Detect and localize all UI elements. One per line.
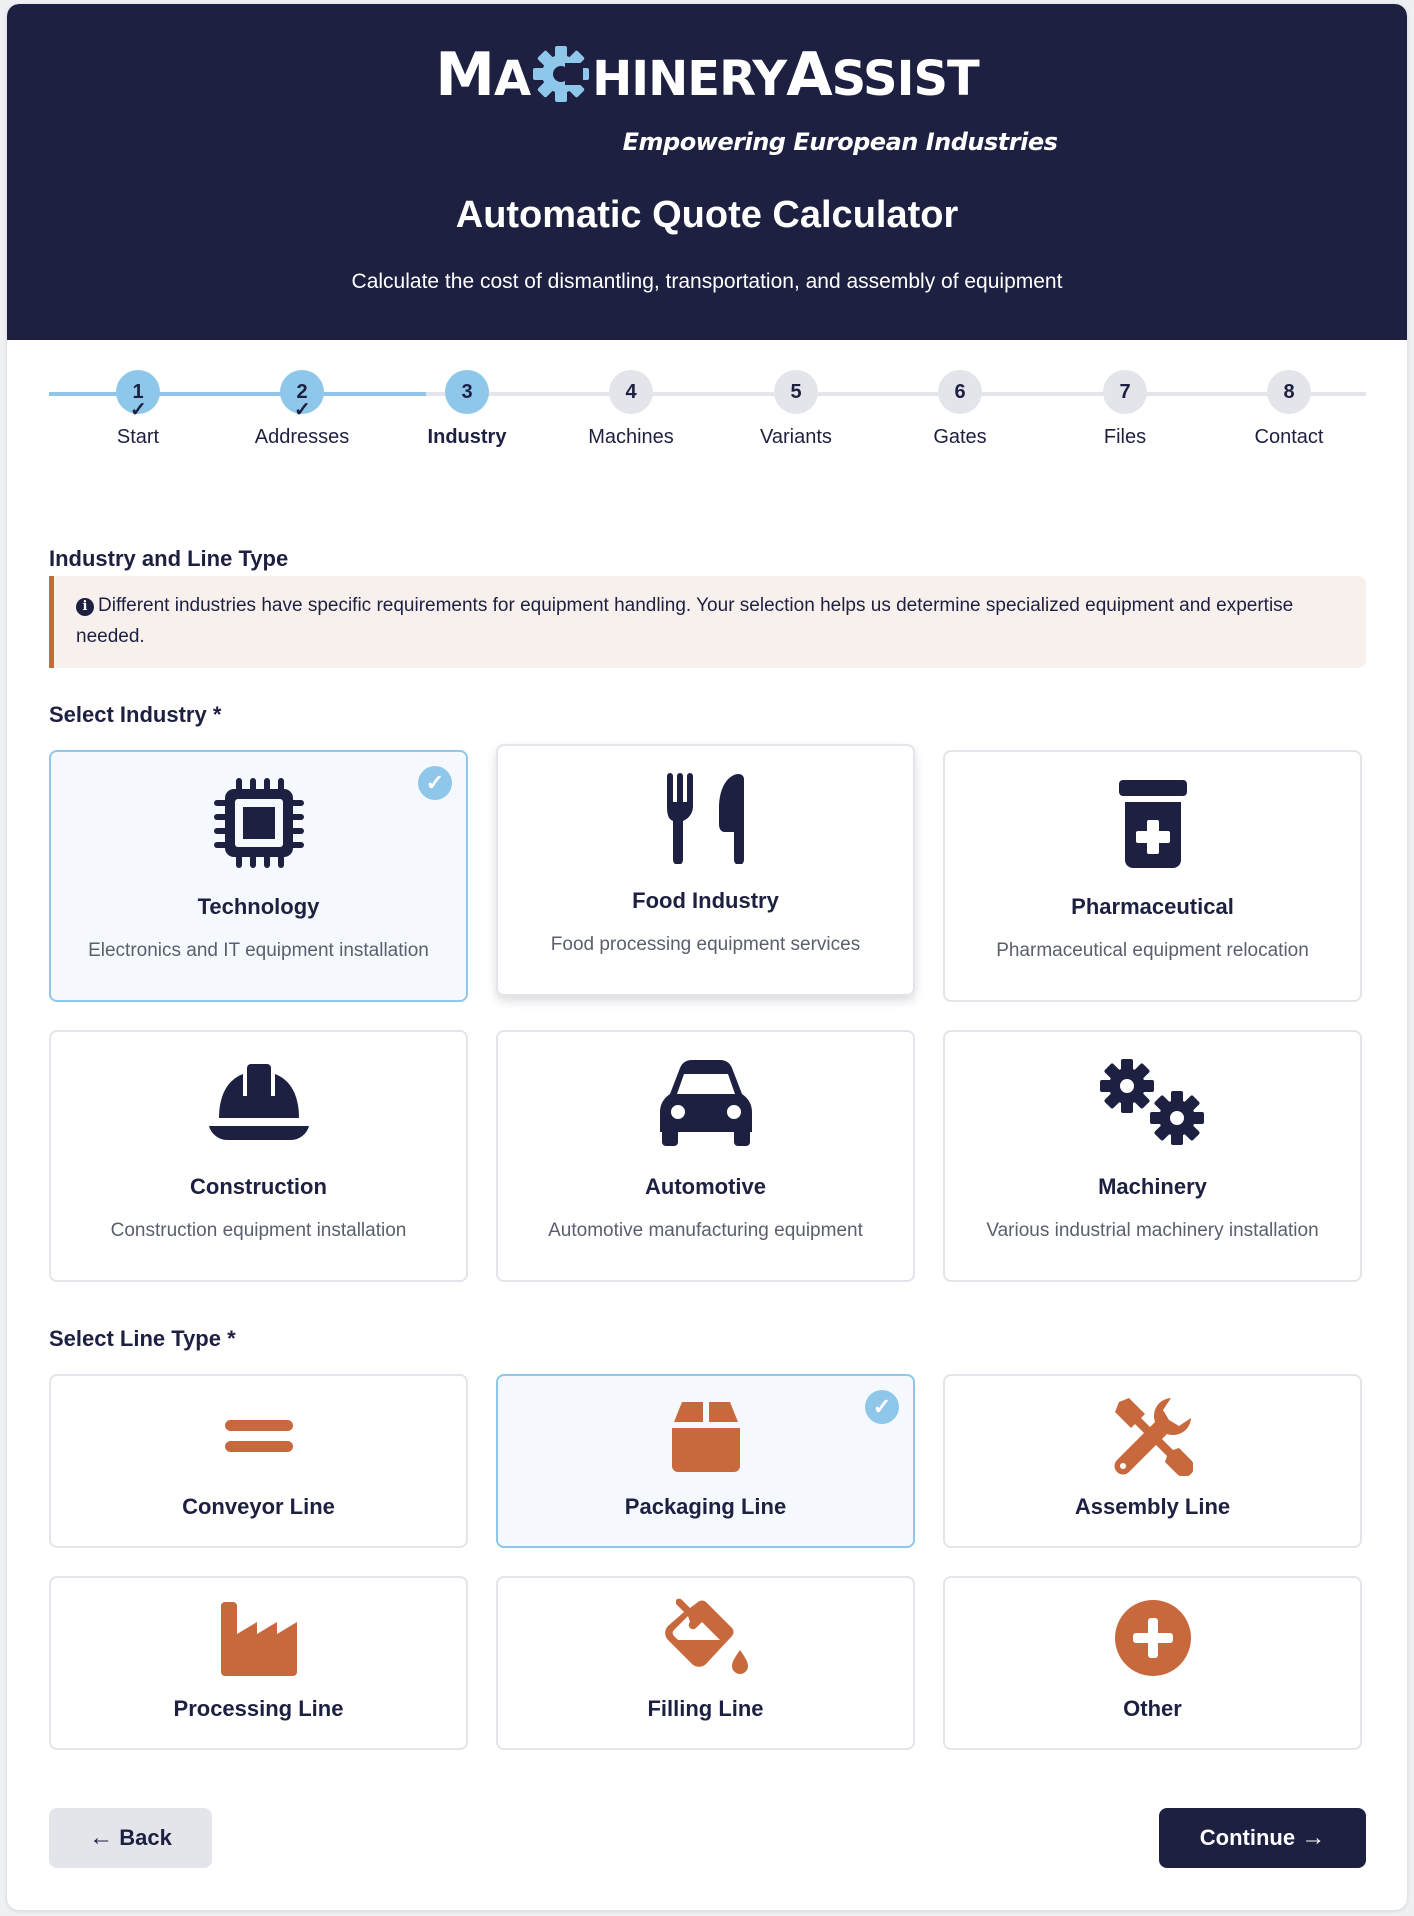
step-number: 7 <box>1103 370 1147 414</box>
step-gates[interactable] <box>890 370 1030 449</box>
step-label: Machines <box>588 426 674 448</box>
option-name: Conveyor Line <box>182 1494 335 1519</box>
info-text: Different industries have specific requirements for equipment handling. Your selection helps us determine specialized equipment and expertise needed. <box>76 595 1294 647</box>
line-option-assembly[interactable] <box>943 1374 1362 1548</box>
option-name: Other <box>1123 1696 1182 1721</box>
arrow-left-icon: ← <box>89 1824 114 1851</box>
back-button[interactable] <box>49 1808 212 1868</box>
step-number: 6 <box>938 370 982 414</box>
microchip-icon <box>214 778 304 873</box>
tagline: Empowering European Industries <box>622 128 1058 156</box>
step-label: Addresses <box>254 426 350 448</box>
step-number: 1 ✓ <box>116 370 160 414</box>
continue-button-label: Continue <box>1199 1825 1296 1850</box>
hard-hat-icon <box>207 1058 311 1155</box>
step-number: 2 ✓ <box>280 370 324 414</box>
step-number: 3 <box>445 370 489 414</box>
option-name: Assembly Line <box>1074 1494 1231 1519</box>
gears-icon <box>1097 1058 1209 1155</box>
step-label: Industry <box>427 426 507 448</box>
info-callout <box>49 576 1366 668</box>
step-files[interactable] <box>1055 370 1195 449</box>
option-name: Construction <box>190 1174 327 1199</box>
option-name: Packaging Line <box>624 1494 787 1519</box>
page-title: Automatic Quote Calculator <box>455 194 959 236</box>
step-label: Contact <box>1254 426 1324 448</box>
step-industry[interactable] <box>397 370 537 449</box>
step-number: 8 <box>1267 370 1311 414</box>
step-label: Files <box>1103 426 1147 448</box>
logo: MA HINERYASSIST <box>435 40 979 110</box>
option-name: Machinery <box>1098 1174 1207 1199</box>
car-icon <box>658 1058 754 1155</box>
progress-stepper <box>49 370 1366 450</box>
arrow-right-icon: → <box>1301 1824 1326 1851</box>
selected-check-icon: ✓ <box>418 766 452 800</box>
step-number: 5 <box>774 370 818 414</box>
option-description: Construction equipment installation <box>110 1220 407 1241</box>
tools-icon <box>1113 1396 1193 1481</box>
back-button-label: Back <box>119 1825 172 1850</box>
line-option-processing[interactable] <box>49 1576 468 1750</box>
step-label: Start <box>116 426 160 448</box>
step-addresses[interactable] <box>232 370 372 449</box>
option-description: Pharmaceutical equipment relocation <box>996 940 1309 961</box>
industry-option-construction[interactable] <box>49 1030 468 1282</box>
equals-icon <box>223 1396 295 1481</box>
fill-drip-icon <box>662 1598 750 1683</box>
option-name: Filling Line <box>647 1696 764 1721</box>
option-description: Automotive manufacturing equipment <box>548 1220 863 1241</box>
check-icon: ✓ <box>294 399 311 421</box>
option-description: Various industrial machinery installation <box>986 1220 1319 1241</box>
option-name: Food Industry <box>632 888 779 913</box>
industry-option-pharmaceutical[interactable] <box>943 750 1362 1002</box>
selected-check-icon: ✓ <box>865 1390 899 1424</box>
industry-option-automotive[interactable] <box>496 1030 915 1282</box>
continue-button[interactable] <box>1159 1808 1366 1868</box>
option-name: Processing Line <box>173 1696 344 1721</box>
industry-label: Select Industry * <box>49 702 222 727</box>
line-option-filling[interactable] <box>496 1576 915 1750</box>
utensils-icon <box>661 772 751 869</box>
quote-card <box>7 4 1407 1910</box>
step-label: Gates <box>933 426 987 448</box>
section-title: Industry and Line Type <box>49 546 289 571</box>
prescription-bottle-icon <box>1108 778 1198 875</box>
logo-gear-icon <box>532 45 590 103</box>
box-icon <box>670 1396 742 1481</box>
line-option-conveyor[interactable] <box>49 1374 468 1548</box>
option-name: Pharmaceutical <box>1071 894 1234 919</box>
option-description: Food processing equipment services <box>550 934 861 955</box>
line-type-label: Select Line Type * <box>49 1326 236 1351</box>
industry-option-technology[interactable] <box>49 750 468 1002</box>
header <box>7 4 1407 340</box>
option-description: Electronics and IT equipment installation <box>88 940 429 961</box>
step-variants[interactable] <box>726 370 866 449</box>
line-option-packaging[interactable] <box>496 1374 915 1548</box>
step-start[interactable] <box>68 370 208 449</box>
industry-icon <box>219 1598 299 1683</box>
check-icon: ✓ <box>130 399 147 421</box>
option-name: Automotive <box>645 1174 766 1199</box>
step-contact[interactable] <box>1219 370 1359 449</box>
plus-circle-icon <box>1113 1598 1193 1683</box>
step-machines[interactable] <box>561 370 701 449</box>
industry-option-machinery[interactable] <box>943 1030 1362 1282</box>
step-number: 4 <box>609 370 653 414</box>
info-circle-icon: i <box>76 598 94 616</box>
option-name: Technology <box>197 894 320 919</box>
industry-option-food[interactable] <box>496 744 915 996</box>
step-label: Variants <box>760 426 832 448</box>
page-subtitle: Calculate the cost of dismantling, transportation, and assembly of equipment <box>351 270 1063 293</box>
line-option-other[interactable] <box>943 1576 1362 1750</box>
